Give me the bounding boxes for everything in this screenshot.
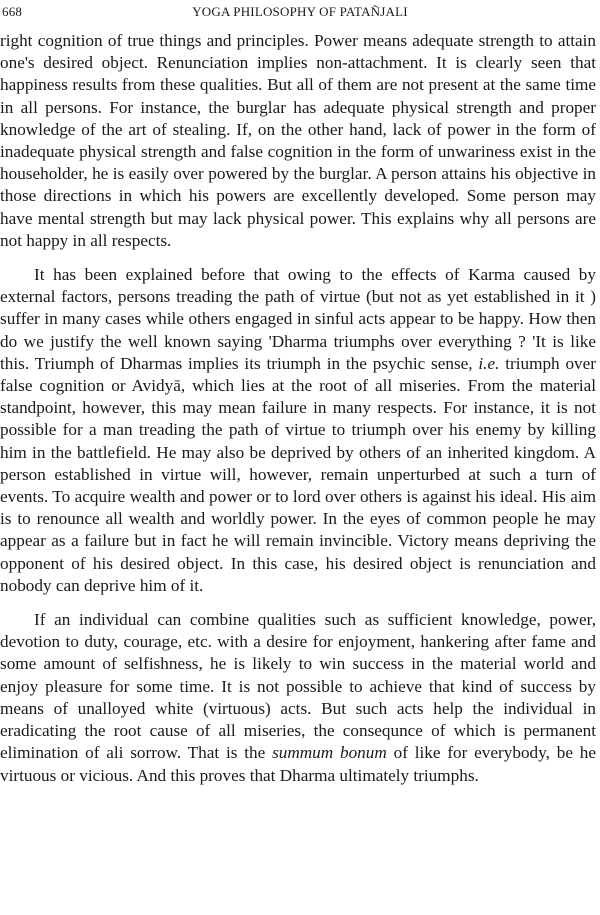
paragraph-3-italic: summum bonum xyxy=(272,743,387,763)
page-header xyxy=(0,4,600,22)
paragraph-2-text-a: It has been explained before that owing to the effects of Karma caused by external factors, persons treading the path of virtue (but not as yet established in it ) suffer in many cases while others engaged in sinful acts appear to be happy. How then do we justify the well known saying 'Dharma triumphs over everything ? 'It is like this. Triumph of Dharmas implies its triumph in the psychic sense, xyxy=(0,265,596,373)
paragraph-2-text-b: triumph over false cognition or Avidyā, which lies at the root of all miseries. From the material standpoint, however, this may mean failure in many respects. For instance, it is not possible for a man treading the path of virtue to triumph over his enemy by killing him in the battlefield. He may also be deprived by others of an inherited kingdom. A person established in virtue will, however, remain unperturbed at such a turn of events. To acquire wealth and power or to lord over others is against his ideal. His aim is to renounce all wealth and worldly power. In the eyes of common people he may appear as a failure but in fact he will remain invincible. Victory means depriving the opponent of his desired object. In this case, his desired object is renunciation and nobody can deprive him of it. xyxy=(0,353,597,595)
paragraph-3-text-b: of like for everybody, be he virtuous or vicious. And this proves that Dharma ultimately triumphs. xyxy=(0,743,596,785)
paragraph-2 xyxy=(0,264,596,597)
page-number: 668 xyxy=(2,4,23,19)
paragraph-2-italic: i.e. xyxy=(478,353,500,373)
paragraph-3 xyxy=(0,609,596,787)
running-title: YOGA PHILOSOPHY OF PATAÑJALI xyxy=(192,4,408,19)
paragraph-1: right cognition of true things and principles. Power means adequate strength to attain one's desired object. Renunciation implies non-attachment. It is clearly seen that happiness results from these qualities. But all of them are not present at the same time in all persons. For instance, the burglar has adequate physical strength and proper knowledge of the art of stealing. If, on the other hand, lack of power in the form of inadequate physical strength and false cognition in the form of unwariness exist in the householder, he is easily over powered by the burglar. A person attains his objective in those directions in which his powers are excellently developed. Some person may have mental strength but may lack physical power. This explains why all persons are not happy in all respects. xyxy=(0,31,596,250)
page-body xyxy=(0,30,596,799)
paragraph-3-text-a: If an individual can combine qualities such as sufficient knowledge, power, devotion to duty, courage, etc. with a desire for enjoyment, hankering after fame and some amount of selfishness, he is likely to win success in the material world and enjoy pleasure for some time. It is not possible to achieve that kind of success by means of unalloyed white (virtuous) acts. But such acts help the individual in eradicating the root cause of all miseries, the consequnce of which is permanent elimination of ali sorrow. That is the xyxy=(0,610,596,763)
